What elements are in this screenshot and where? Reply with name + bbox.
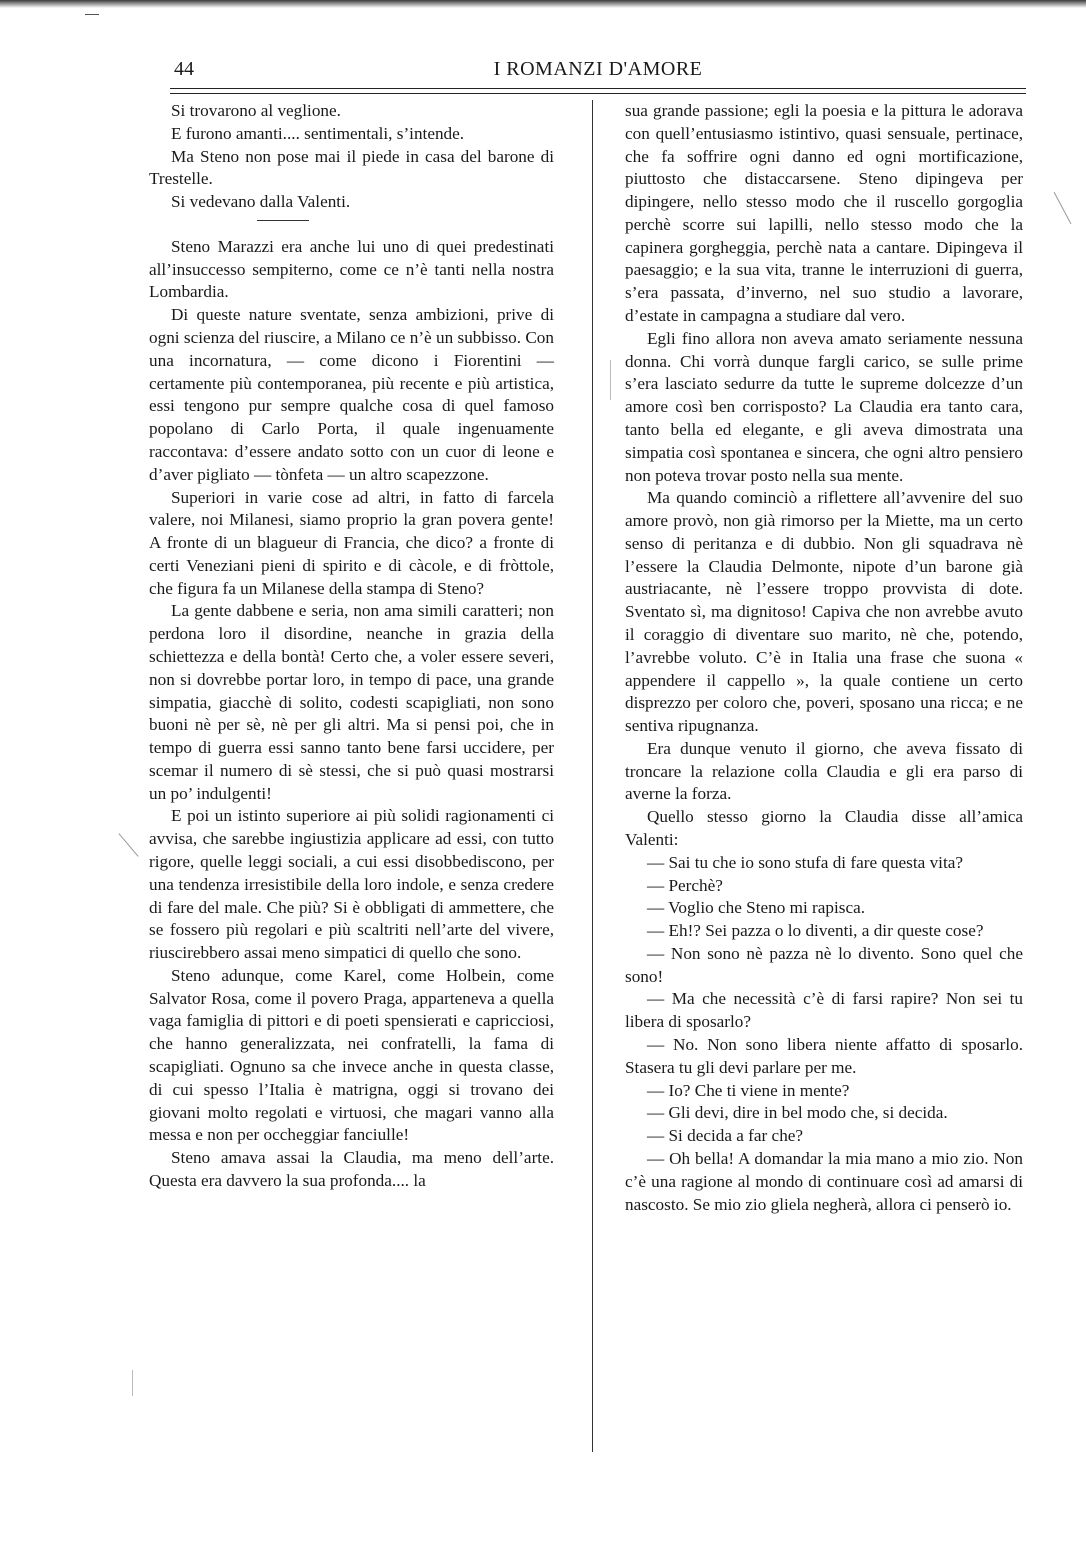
paragraph: Ma quando cominciò a riflettere all’avvenire del suo amore provò, non già rimorso per la Miette, ma un certo senso di peritanza e di dubbio. Non gli squadrava nè l’essere la Claudia Delmonte, nipote d’un barone già austriacante, nè l’essere troppo provvista di dote. Sventato sì, ma dignitoso! Capiva che non avrebbe avuto il coraggio di diventare suo marito, nè che, potendo, l’avrebbe voluto. C’è in Italia una frase che suona « appendere il cappello », la quale contiene un certo disprezzo per coloro che, poveri, sposano una ricca; e ne sentiva ripugnanza. xyxy=(625,488,1023,736)
dialogue-line: — Io? Che ti viene in mente? xyxy=(647,1080,850,1100)
dialogue-line: — Oh bella! A domandar la mia mano a mio zio. Non c’è una ragione al mondo di continuare così ad amarsi di nascosto. Se mio zio gliela negherà, allora ci penserò io. xyxy=(625,1148,1023,1214)
paragraph: Steno Marazzi era anche lui uno di quei predestinati all’insuccesso sempiterno, come ce n’è tanti nella nostra Lombardia. xyxy=(149,236,554,302)
column-divider xyxy=(592,100,593,1452)
paragraph: Superiori in varie cose ad altri, in fatto di farcela valere, noi Milanesi, siamo proprio la gran povera gente! A fronte di un blagueur di Francia, che dico? a fronte di certi Veneziani pieni di spirito e di càcole, e di fròttole, che figura fa un Milanese della stampa di Steno? xyxy=(149,487,554,598)
paragraph: Egli fino allora non aveva amato seriamente nessuna donna. Chi vorrà dunque fargli carico, se sulle prime s’era lasciato sedurre da tutte le supreme dolcezze d’un amore così ben corrisposto? La Claudia era tanto cara, tanto bella ed elegante, e gli aveva dimostrata una simpatia così spontanea e sincera, che ogni altro pensiero non poteva trovar posto nella sua mente. xyxy=(625,328,1023,485)
paragraph: Si trovarono al veglione. xyxy=(171,101,341,120)
dialogue-line: — No. Non sono libera niente affatto di sposarlo. Stasera tu gli devi parlare per me. xyxy=(625,1035,1023,1077)
left-column xyxy=(149,100,554,1193)
paragraph: Si vedevano dalla Valenti. xyxy=(171,192,351,212)
paragraph: Steno adunque, come Karel, come Holbein, come Salvator Rosa, come il povero Praga, apparteneva a quella vaga famiglia di pittori e di poeti spensierati e capricciosi, che hanno generalizzata, nei confratelli, la fama di scapigliati. Ognuno sa che invece anche in questa classe, di cui spesso l’Italia è matrigna, oggi si trovano dei giovani molto regolati e virtuosi, che magari vanno alla messa e non per occheggiar fanciulle! xyxy=(149,965,554,1145)
page-number: 44 xyxy=(174,58,194,80)
paragraph: E poi un istinto superiore ai più solidi ragionamenti ci avvisa, che sarebbe ingiustizia applicare ad essi, con tutto rigore, quelle leggi sociali, a cui essi disobbediscono, per una tendenza irresistibile della loro indole, e senza credere di fare del male. Che più? Si è obbligati di ammettere, che se fossero più regolari e più scaltriti nell’arte del vivere, riuscirebbero assai meno simpatici di quello che sono. xyxy=(149,806,554,963)
scan-mark xyxy=(85,14,99,15)
paragraph: La gente dabbene e seria, non ama simili caratteri; non perdona loro il disordine, neanche in grazia della schiettezza e della bontà! Certo che, a voler essere severi, non si dovrebbe portar loro, in tempo di pace, una grande simpatia, giacchè di solito, codesti scapigliati, non sono buoni nè per sè, nè per gli altri. Ma si pensi poi, che in tempo di guerra essi sanno tanto bene farsi uccidere, per scemar il numero di sè stessi, che si può quasi mostrarsi un po’ indulgenti! xyxy=(149,601,554,803)
right-column xyxy=(625,100,1023,1216)
paragraph: E furono amanti.... sentimentali, s’intende. xyxy=(171,123,465,143)
pencil-mark xyxy=(132,1370,133,1396)
paragraph: Quello stesso giorno la Claudia disse all’amica Valenti: xyxy=(625,807,1023,849)
dialogue-line: — Gli devi, dire in bel modo che, si decida. xyxy=(647,1103,948,1123)
section-divider xyxy=(257,220,309,221)
dialogue-line: — Si decida a far che? xyxy=(647,1126,804,1146)
dialogue-line: — Ma che necessità c’è di farsi rapire? Non sei tu libera di sposarlo? xyxy=(625,989,1023,1032)
scan-top-edge xyxy=(0,0,1086,8)
paragraph: Steno amava assai la Claudia, ma meno dell’arte. Questa era davvero la sua profonda.... la xyxy=(149,1148,554,1190)
pencil-mark xyxy=(610,360,611,400)
paragraph: Era dunque venuto il giorno, che aveva fissato di troncare la relazione colla Claudia e gli era parso di averne la forza. xyxy=(625,738,1023,804)
header-rule xyxy=(170,88,1026,94)
dialogue-line: — Eh!? Sei pazza o lo diventi, a dir queste cose? xyxy=(647,921,984,941)
running-title: I ROMANZI D'AMORE xyxy=(493,58,703,80)
dialogue-line: — Perchè? xyxy=(647,875,723,895)
dialogue-line: — Voglio che Steno mi rapisca. xyxy=(647,898,865,918)
pencil-mark xyxy=(118,833,138,857)
dialogue-line: — Non sono nè pazza nè lo divento. Sono quel che sono! xyxy=(625,943,1023,986)
paragraph: sua grande passione; egli la poesia e la pittura le adorava con quell’entusiasmo istintivo, quasi sensuale, pertinace, che fa soffrire ogni danno ed ogni mortificazione, piuttosto che distaccarsene. Steno dipingeva per dipingere, nello stesso modo che il ruscello gorgoglia perchè scorre sui lapilli, nello stesso modo che la capinera gorgheggia, perchè nata a cantare. Dipingeva il paesaggio; e la sua vita, tranne le interruzioni di guerra, s’era passata, d’inverno, nel suo studio a lavorare, d’estate in campagna a studiare dal vero. xyxy=(625,101,1023,326)
pencil-mark xyxy=(1054,192,1072,224)
page-header xyxy=(170,58,1026,88)
paragraph: Di queste nature sventate, senza ambizioni, prive di ogni scienza del riuscire, a Milano ce n’è un subbisso. Con una incornatura, — come dicono i Fiorentini — certamente più contemporanea, più recente e più artistica, essi tengono pur sempre qualche cosa di quel famoso popolano di Carlo Porta, il quale ingenuamente raccontava: d’essere andato sotto con un cuor di leone e d’aver pigliato — tònfeta — un altro scapezzone. xyxy=(149,305,554,484)
paragraph: Ma Steno non pose mai il piede in casa del barone di Trestelle. xyxy=(149,146,554,189)
dialogue-line: — Sai tu che io sono stufa di fare questa vita? xyxy=(647,852,963,872)
